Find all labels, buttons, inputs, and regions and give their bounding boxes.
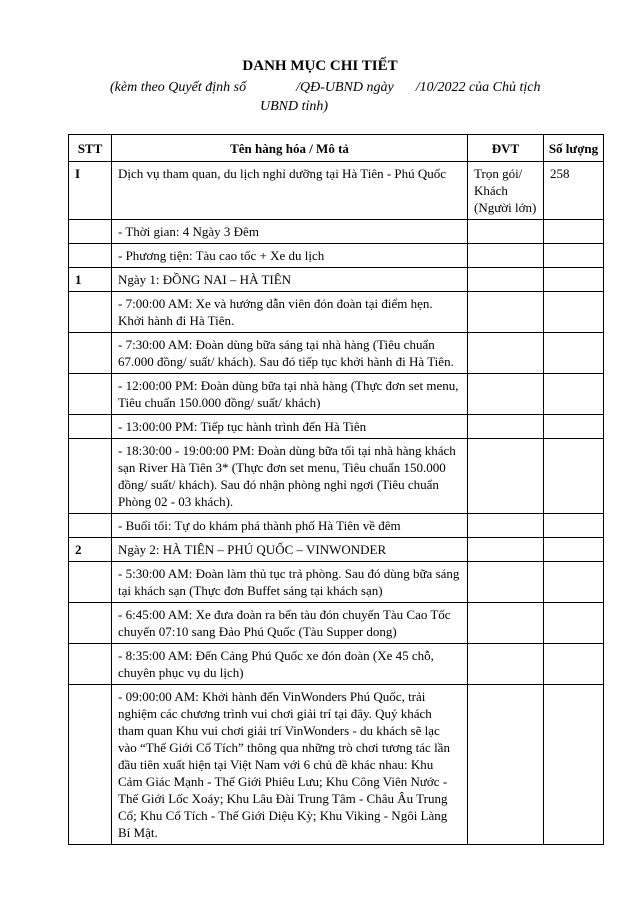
row-name: - 09:00:00 AM: Khởi hành đến VinWonders Phú Quốc, trải nghiệm các chương trình vui chơi giải trí tại đây. Quý khách tham quan Khu vui chơi giải trí VinWonders - du khách sẽ lạc vào “Thế Giới Cổ Tích” thông qua những trò chơi tương tác lần đầu tiên xuất hiện tại Việt Nam với 6 chủ đề khác nhau: Khu Cảm Giác Mạnh - Thế Giới Phiêu Lưu; Khu Công Viên Nước - Thế Giới Lốc Xoáy; Khu Lâu Đài Trung Tâm - Châu Âu Trung Cổ; Khu Cổ Tích - Thế Giới Diệu Kỳ; Khu Viking - Ngôi Làng Bí Mật. — [112, 685, 468, 845]
table-row — [69, 374, 604, 415]
row-stt: 2 — [69, 538, 112, 562]
subtitle-part-3: /10/2022 của Chủ tịch — [415, 80, 541, 95]
table-row-day2 — [69, 538, 604, 562]
row-stt: 1 — [69, 268, 112, 292]
table-row-main — [69, 162, 604, 220]
row-name: - 12:00:00 PM: Đoàn dùng bữa tại nhà hàng (Thực đơn set menu, Tiêu chuẩn 150.000 đồng/ suất/ khách) — [112, 374, 468, 415]
table-row — [69, 220, 604, 244]
subtitle-part-1: (kèm theo Quyết định số — [110, 80, 247, 95]
col-header-qty: Số lượng — [544, 135, 604, 162]
row-name: - Thời gian: 4 Ngày 3 Đêm — [112, 220, 468, 244]
row-unit: Trọn gói/ Khách (Người lớn) — [468, 162, 544, 220]
detail-table — [68, 134, 604, 845]
row-name: - 8:35:00 AM: Đến Cảng Phú Quốc xe đón đoàn (Xe 45 chỗ, chuyên phục vụ du lịch) — [112, 644, 468, 685]
row-stt: I — [69, 162, 112, 220]
document-title: DANH MỤC CHI TIẾT — [242, 58, 398, 74]
table-row — [69, 603, 604, 644]
row-name: - Buổi tối: Tự do khám phá thành phố Hà Tiên về đêm — [112, 514, 468, 538]
subtitle-line-2: UBND tỉnh) — [260, 99, 329, 114]
table-row — [69, 644, 604, 685]
table-row — [69, 333, 604, 374]
col-header-name: Tên hàng hóa / Mô tả — [112, 135, 468, 162]
col-header-unit: ĐVT — [468, 135, 544, 162]
table-row — [69, 415, 604, 439]
subtitle-part-2: /QĐ-UBND ngày — [296, 80, 394, 95]
table-row-day1 — [69, 268, 604, 292]
table-row — [69, 562, 604, 603]
row-name: - 13:00:00 PM: Tiếp tục hành trình đến Hà Tiên — [112, 415, 468, 439]
table-row — [69, 514, 604, 538]
day1-title: Ngày 1: ĐỒNG NAI – HÀ TIÊN — [112, 268, 468, 292]
table-row — [69, 244, 604, 268]
row-name: - 18:30:00 - 19:00:00 PM: Đoàn dùng bữa tối tại nhà hàng khách sạn River Hà Tiên 3* (Thực đơn set menu, Tiêu chuẩn 150.000 đồng/ suất/ khách). Sau đó nhận phòng nghỉ ngơi (Tiêu chuẩn Phòng 02 - 03 khách). — [112, 439, 468, 514]
row-name: - 7:30:00 AM: Đoàn dùng bữa sáng tại nhà hàng (Tiêu chuẩn 67.000 đồng/ suất/ khách). Sau đó tiếp tục khởi hành đi Hà Tiên. — [112, 333, 468, 374]
row-qty: 258 — [544, 162, 604, 220]
row-name: - 7:00:00 AM: Xe và hướng dẫn viên đón đoàn tại điểm hẹn. Khởi hành đi Hà Tiên. — [112, 292, 468, 333]
col-header-stt: STT — [69, 135, 112, 162]
document-subtitle — [110, 78, 630, 116]
table-row — [69, 439, 604, 514]
row-name: - Phương tiện: Tàu cao tốc + Xe du lịch — [112, 244, 468, 268]
table-row — [69, 685, 604, 845]
day2-title: Ngày 2: HÀ TIÊN – PHÚ QUỐC – VINWONDER — [112, 538, 468, 562]
row-name: Dịch vụ tham quan, du lịch nghỉ dưỡng tại Hà Tiên - Phú Quốc — [112, 162, 468, 220]
table-row — [69, 292, 604, 333]
row-name: - 5:30:00 AM: Đoàn làm thủ tục trả phòng. Sau đó dùng bữa sáng tại khách sạn (Thực đơn Buffet sáng tại khách sạn) — [112, 562, 468, 603]
table-header-row — [69, 135, 604, 162]
row-name: - 6:45:00 AM: Xe đưa đoàn ra bến tàu đón chuyến Tàu Cao Tốc chuyến 07:10 sang Đảo Phú Quốc (Tàu Supper dong) — [112, 603, 468, 644]
